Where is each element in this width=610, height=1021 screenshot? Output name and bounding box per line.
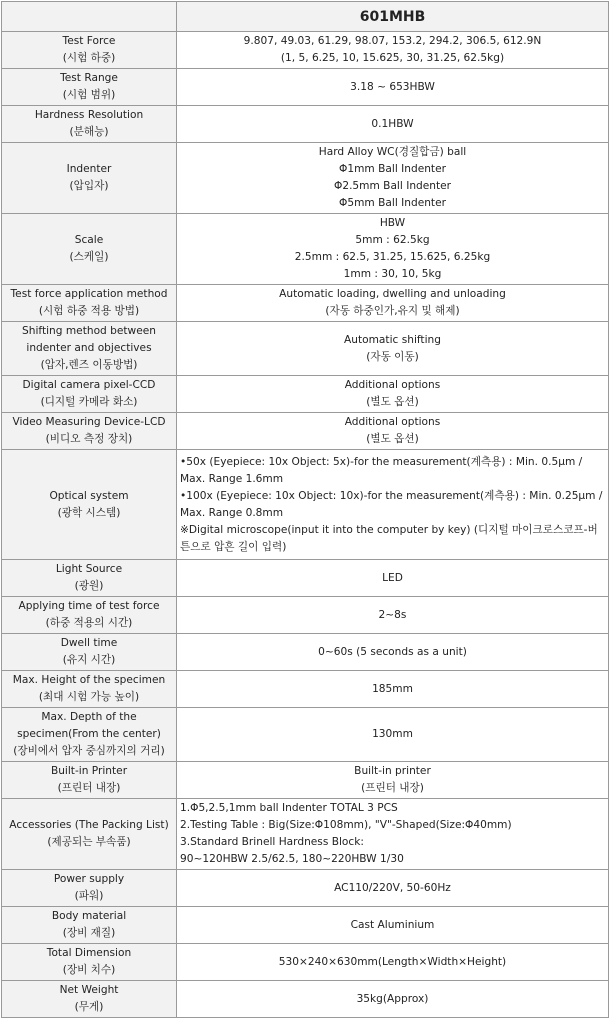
spec-value-cell (177, 32, 609, 69)
spec-label-cell (2, 450, 177, 560)
spec-value-cell (177, 907, 609, 944)
spec-label-cell (2, 634, 177, 671)
spec-row (2, 634, 609, 671)
spec-row (2, 285, 609, 322)
spec-row (2, 708, 609, 762)
spec-row (2, 376, 609, 413)
spec-label: Digital camera pixel-CCD (22, 379, 156, 391)
spec-label-cell (2, 143, 177, 214)
spec-value-cell (177, 708, 609, 762)
spec-value: 9.807, 49.03, 61.29, 98.07, 153.2, 294.2, 306.5, 612.9N (243, 35, 542, 47)
spec-label-cell (2, 671, 177, 708)
spec-value: Cast Aluminium (350, 918, 435, 931)
spec-row (2, 214, 609, 285)
spec-body (2, 32, 609, 1018)
spec-label: (시험 하중 적용 방법) (38, 305, 140, 317)
spec-row (2, 799, 609, 870)
spec-label-cell (2, 106, 177, 143)
spec-value: 2.Testing Table : Big(Size:Φ108mm), "V"-Shaped(Size:Φ40mm) (180, 819, 512, 831)
spec-row (2, 907, 609, 944)
spec-label-cell (2, 799, 177, 870)
spec-value: Φ5mm Ball Indenter (339, 197, 446, 209)
spec-value: 2.5mm : 62.5, 31.25, 15.625, 6.25kg (294, 251, 491, 263)
spec-label: Hardness Resolution (34, 109, 144, 121)
spec-label: (광원) (74, 580, 104, 592)
spec-value: 35kg(Approx) (356, 992, 429, 1005)
header-blank-cell (2, 2, 177, 32)
spec-label: (유지 시간) (62, 654, 116, 666)
spec-label: Scale (74, 234, 104, 246)
spec-value: (별도 옵션) (366, 396, 419, 408)
spec-label-cell (2, 413, 177, 450)
spec-value: 90~120HBW 2.5/62.5, 180~220HBW 1/30 (180, 853, 404, 865)
spec-row (2, 560, 609, 597)
spec-value-cell (177, 634, 609, 671)
spec-row (2, 322, 609, 376)
spec-label: Test Force (62, 35, 116, 47)
spec-value: Φ2.5mm Ball Indenter (333, 180, 452, 192)
spec-value: 1.Φ5,2.5,1mm ball Indenter TOTAL 3 PCS (180, 802, 398, 814)
spec-label-cell (2, 870, 177, 907)
spec-label: (광학 시스템) (57, 506, 121, 519)
spec-value: 5mm : 62.5kg (355, 234, 430, 246)
spec-label: (파워) (74, 890, 104, 902)
spec-label: (압자,렌즈 이동방법) (40, 359, 138, 371)
spec-label: (제공되는 부속품) (47, 836, 131, 848)
spec-value: Automatic loading, dwelling and unloading (279, 288, 506, 300)
spec-label: Total Dimension (46, 947, 132, 959)
spec-label-cell (2, 69, 177, 106)
spec-value: 3.18 ~ 653HBW (350, 80, 435, 93)
spec-value-cell (177, 944, 609, 981)
spec-row (2, 32, 609, 69)
spec-row (2, 671, 609, 708)
spec-row (2, 870, 609, 907)
spec-value: AC110/220V, 50-60Hz (334, 881, 451, 894)
spec-value: (자동 이동) (366, 350, 419, 363)
spec-label-cell (2, 981, 177, 1018)
spec-label-cell (2, 376, 177, 413)
spec-value: 130mm (372, 728, 413, 740)
spec-value-cell (177, 69, 609, 106)
spec-value: (1, 5, 6.25, 10, 15.625, 30, 31.25, 62.5kg) (280, 52, 505, 64)
spec-label: Accessories (The Packing List) (9, 819, 169, 831)
spec-label: (분해능) (69, 126, 109, 138)
spec-label-cell (2, 708, 177, 762)
spec-label-cell (2, 322, 177, 376)
spec-value: Additional options (344, 379, 441, 391)
spec-label-cell (2, 762, 177, 799)
spec-label: indenter and objectives (26, 342, 152, 354)
spec-value: (프린터 내장) (361, 782, 424, 794)
spec-value: Φ1mm Ball Indenter (339, 163, 446, 175)
spec-label-cell (2, 944, 177, 981)
spec-value: (별도 옵션) (366, 433, 419, 445)
spec-label: (프린터 내장) (57, 782, 121, 794)
spec-value: (자동 하중인가,유지 및 해제) (325, 305, 460, 317)
spec-row (2, 69, 609, 106)
spec-value: •100x (Eyepiece: 10x Object: 10x)-for the measurement(계측용) : Min. 0.25μm / Max. Range 0.8mm (180, 489, 603, 519)
spec-value: ※Digital microscope(input it into the computer by key) (디지털 마이크로스코프-버튼으로 압흔 길이 입력) (180, 523, 598, 553)
spec-label: Test force application method (10, 288, 168, 300)
spec-value-cell (177, 413, 609, 450)
spec-label: Shifting method between (22, 325, 156, 337)
spec-label: Net Weight (59, 984, 119, 996)
spec-label: (장비에서 압자 중심까지의 거리) (13, 745, 165, 757)
spec-value: Built-in printer (354, 765, 431, 777)
spec-label: (시험 하중) (62, 52, 116, 64)
spec-value-cell (177, 376, 609, 413)
spec-value-cell (177, 285, 609, 322)
spec-row (2, 106, 609, 143)
spec-value-cell (177, 450, 609, 560)
spec-label: Power supply (53, 873, 125, 885)
spec-row (2, 762, 609, 799)
header-row (2, 2, 609, 32)
spec-value: Automatic shifting (344, 333, 441, 346)
spec-value: 0.1HBW (371, 117, 414, 130)
spec-value-cell (177, 981, 609, 1018)
spec-value-cell (177, 106, 609, 143)
spec-label: (최대 시험 가능 높이) (38, 691, 140, 703)
spec-value: •50x (Eyepiece: 10x Object: 5x)-for the measurement(계측용) : Min. 0.5μm / Max. Range 1.6mm (180, 455, 583, 485)
spec-label: Video Measuring Device-LCD (12, 416, 166, 428)
spec-label: (하중 적용의 시간) (45, 617, 133, 629)
spec-label: Body material (51, 910, 127, 922)
spec-value: 1mm : 30, 10, 5kg (343, 268, 442, 280)
spec-row (2, 944, 609, 981)
spec-label: (비디오 측정 장치) (45, 433, 133, 445)
spec-label: Applying time of test force (18, 600, 160, 612)
spec-value-cell (177, 762, 609, 799)
spec-label: Max. Depth of the specimen(From the center) (17, 711, 161, 740)
spec-value-cell (177, 322, 609, 376)
spec-label: Optical system (49, 489, 129, 502)
spec-label-cell (2, 214, 177, 285)
spec-label: (압입자) (69, 180, 109, 192)
spec-value: 530×240×630mm(Length×Width×Height) (278, 955, 507, 968)
spec-label: Indenter (66, 163, 112, 175)
spec-value: 185mm (372, 682, 413, 695)
spec-label: Built-in Printer (50, 765, 128, 777)
spec-label-cell (2, 907, 177, 944)
spec-value-cell (177, 597, 609, 634)
spec-label: Max. Height of the specimen (12, 674, 166, 686)
spec-row (2, 981, 609, 1018)
spec-value-cell (177, 671, 609, 708)
spec-label: (장비 치수) (62, 964, 116, 976)
spec-value-cell (177, 870, 609, 907)
spec-label: Light Source (55, 563, 123, 575)
spec-value: Additional options (344, 416, 441, 428)
spec-label-cell (2, 560, 177, 597)
spec-value: 2~8s (378, 608, 407, 621)
spec-value-cell (177, 143, 609, 214)
spec-row (2, 413, 609, 450)
spec-label-cell (2, 597, 177, 634)
spec-label-cell (2, 285, 177, 322)
spec-row (2, 143, 609, 214)
spec-value: Hard Alloy WC(경질합금) ball (318, 146, 467, 158)
spec-value-cell (177, 214, 609, 285)
spec-row (2, 597, 609, 634)
spec-label-cell (2, 32, 177, 69)
spec-value-cell (177, 560, 609, 597)
model-title: 601MHB (177, 2, 609, 32)
spec-label: (디지털 카메라 화소) (40, 396, 138, 408)
spec-label: Dwell time (60, 637, 118, 649)
spec-label: (스케일) (69, 251, 109, 263)
spec-table (1, 1, 609, 1018)
spec-value: 0~60s (5 seconds as a unit) (318, 645, 467, 658)
spec-row (2, 450, 609, 560)
spec-value: 3.Standard Brinell Hardness Block: (180, 836, 364, 848)
spec-label: (장비 재질) (62, 927, 116, 939)
spec-label: (시험 범위) (62, 89, 116, 101)
spec-label: (무게) (74, 1001, 104, 1013)
spec-value: LED (382, 571, 403, 584)
spec-label: Test Range (60, 72, 118, 84)
spec-value: HBW (379, 217, 406, 229)
spec-value-cell (177, 799, 609, 870)
